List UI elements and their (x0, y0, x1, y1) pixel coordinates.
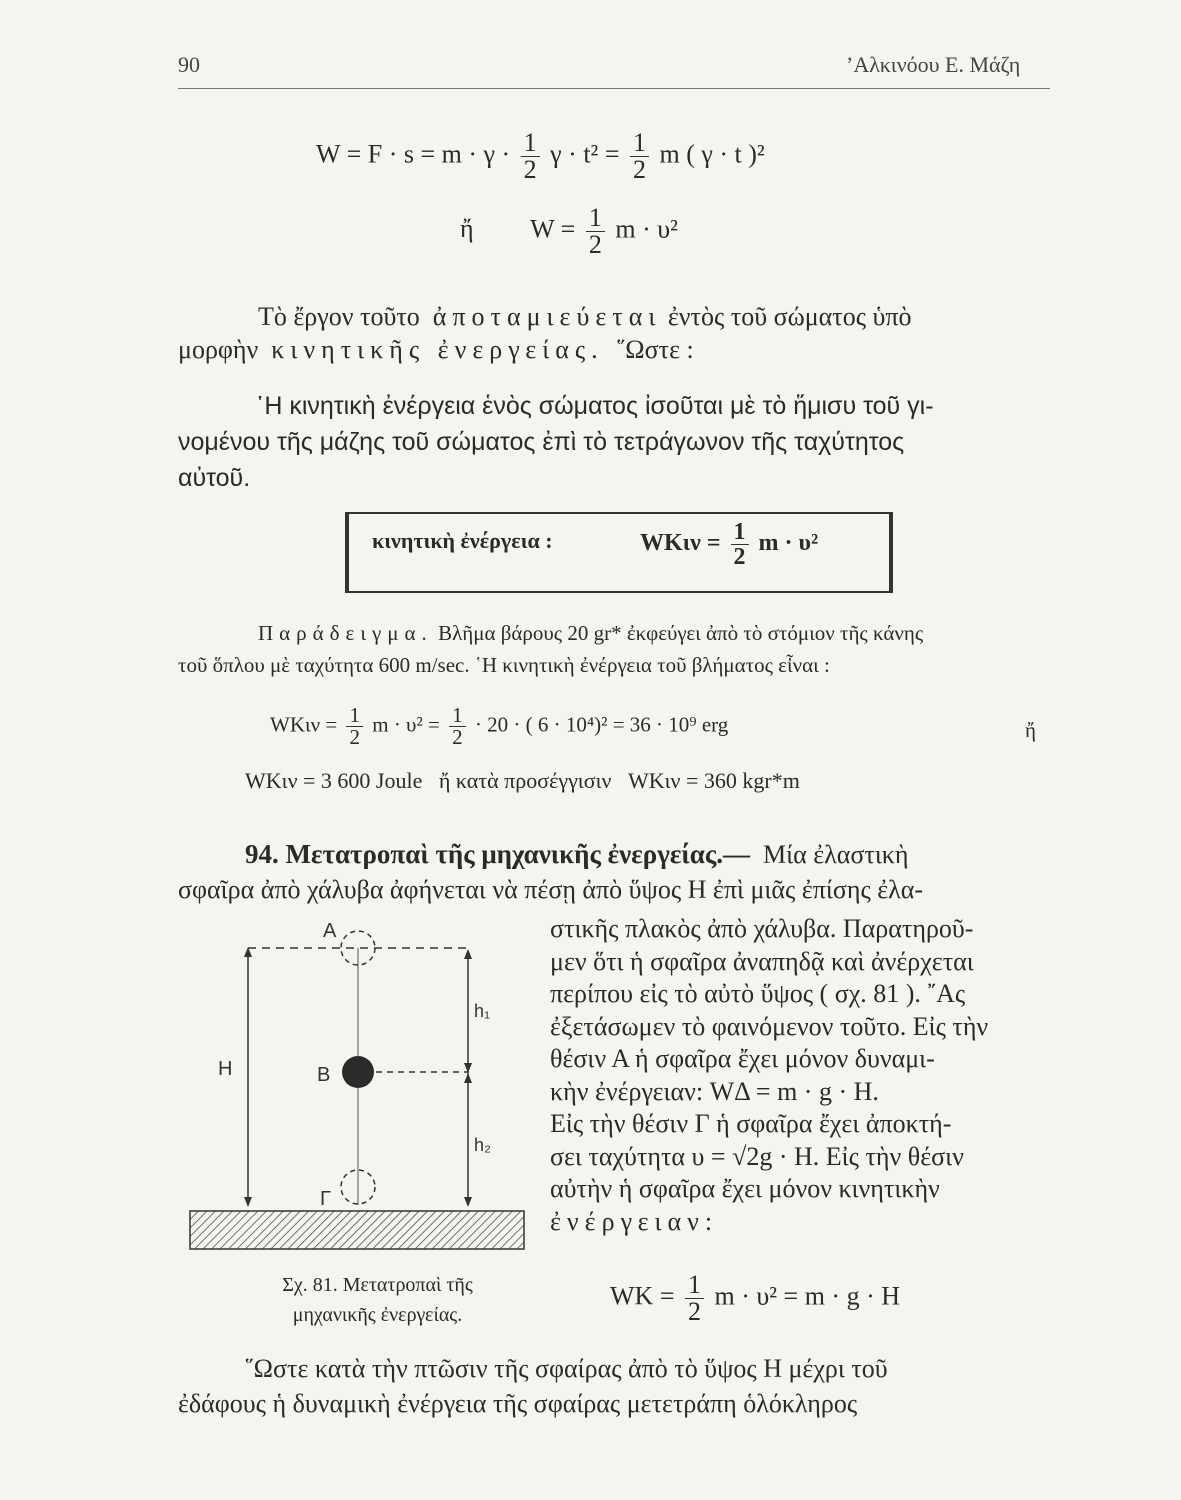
theorem-line: ῾Η κινητικὴ ἐνέργεια ἑνὸς σώματος ἰσοῦται μὲ τὸ ἥμισυ τοῦ γι- (256, 392, 934, 420)
label-h: H (218, 1058, 233, 1080)
ball-position-b (342, 1056, 374, 1088)
header-rule (178, 88, 1050, 89)
column-line: ἐνέργειαν: (550, 1206, 719, 1236)
para1-text: ῞Ωστε : (616, 335, 694, 364)
result-b: ἤ κατὰ προσέγγισιν (438, 768, 612, 793)
label-g: Γ (320, 1188, 332, 1210)
section-heading: 94. Μετατροπαὶ τῆς μηχανικῆς ἐνεργείας.— (245, 839, 750, 869)
para1-text: ἐντὸς τοῦ σώματος ὑπὸ (667, 302, 912, 331)
section-text: Μία ἐλαστικὴ (762, 840, 909, 869)
eq1-fraction (521, 130, 540, 183)
calc-rhs: · 20 · ( 6 · 10⁴)² = 36 · 10⁹ erg (474, 712, 729, 737)
eq1-frac2-num: 1 (633, 128, 647, 157)
section-column (550, 913, 1060, 1238)
example-line2: τοῦ ὅπλου μὲ ταχύτητα 600 m/sec. ῾Η κινητικὴ ἐνέργεια τοῦ βλήματος εἶναι : (178, 653, 830, 677)
boxed-frac-den: 2 (731, 544, 749, 569)
section-line2: σφαῖρα ἀπὸ χάλυβα ἀφήνεται νὰ πέσῃ ἀπὸ ὕψος Η ἐπὶ μιᾶς ἐπίσης ἐλα- (178, 875, 924, 904)
boxed-lhs: WΚιν = (640, 530, 721, 557)
wk-equation (610, 1272, 900, 1325)
eq1-frac-num: 1 (523, 128, 537, 157)
column-line: μεν ὅτι ἡ σφαῖρα ἀναπηδᾷ καὶ ἀνέρχεται (550, 946, 974, 976)
label-h2: h₂ (474, 1135, 491, 1155)
calc-frac-den: 2 (346, 726, 363, 748)
calc-fraction-2 (449, 705, 466, 748)
page-number: 90 (178, 52, 200, 77)
calc-frac2-den: 2 (449, 726, 466, 748)
result-a: WΚιν = 3 600 Joule (245, 768, 423, 793)
eq2-fraction (586, 205, 605, 258)
eq2-or: ἤ (460, 214, 474, 244)
running-head: ’Αλκινόου Ε. Μάζη (846, 52, 1021, 77)
eq1-fraction-2 (630, 130, 649, 183)
calc-frac2-num: 1 (452, 703, 463, 727)
para1-text: Τὸ ἔργον τοῦτο (258, 302, 420, 331)
calc-lhs: WΚιν = (270, 712, 338, 737)
label-b: B (317, 1064, 331, 1086)
figure-caption (245, 1270, 510, 1330)
caption-line: Σχ. 81. Μετατροπαὶ τῆς (282, 1274, 473, 1296)
para1-text: μορφὴν (178, 335, 259, 364)
theorem-line: νομένου τῆς μάζης τοῦ σώματος ἐπὶ τὸ τετράγωνον τῆς ταχύτητος (178, 428, 905, 456)
calc-mid: m · υ² = (372, 712, 440, 737)
wk-frac-den: 2 (685, 1298, 704, 1325)
theorem (178, 388, 1058, 496)
column-line: ἐξετάσωμεν τὸ φαινόμενον τοῦτο. Εἰς τὴν (550, 1011, 989, 1041)
calc-or: ἤ (1025, 718, 1036, 742)
boxed-fraction (731, 520, 749, 569)
para1-spaced: ἀποταμιεύεται (432, 302, 662, 331)
boxed-label: κινητικὴ ἐνέργεια : (372, 528, 553, 553)
paragraph-1 (258, 300, 1058, 333)
example-result (245, 768, 800, 794)
column-line: περίπου εἰς τὸ αὐτὸ ὕψος ( σχ. 81 ). ῎Ας (550, 979, 966, 1008)
wk-lhs: WΚ = (610, 1281, 675, 1311)
column-line: κὴν ἐνέργειαν: WΔ = m · g · H. (550, 1076, 879, 1106)
result-c: WΚιν = 360 kgr*m (627, 768, 800, 793)
equation-work (316, 130, 765, 183)
equation-kinetic (460, 205, 678, 258)
label-h1: h₁ (474, 1001, 491, 1021)
column-line: Εἰς τὴν θέσιν Γ ἡ σφαῖρα ἔχει ἀποκτή- (550, 1109, 952, 1138)
eq1-lhs: W = F · s = m · γ · (316, 139, 511, 169)
arrow-down-icon (244, 1197, 252, 1207)
column-line: αὐτὴν ἡ σφαῖρα ἔχει μόνον κινητικὴν (550, 1174, 940, 1203)
closing-line2: ἐδάφους ἡ δυναμικὴ ἐνέργεια τῆς σφαίρας μετετράπη ὁλόκληρος (178, 1389, 858, 1418)
theorem-line: αὐτοῦ. (178, 464, 251, 492)
steel-plate (190, 1211, 524, 1249)
caption-line: μηχανικῆς ἐνεργείας. (292, 1304, 463, 1326)
eq2-frac-num: 1 (588, 203, 602, 232)
wk-fraction (685, 1272, 704, 1325)
arrow-up-icon (464, 949, 472, 959)
label-a: A (323, 920, 337, 942)
eq1-frac2-den: 2 (630, 156, 649, 183)
column-line: στικῆς πλακὸς ἀπὸ χάλυβα. Παρατηροῦ- (550, 914, 974, 943)
figure-81 (180, 915, 530, 1260)
example-label: Παράδειγμα. (258, 621, 433, 645)
example-calc (270, 705, 728, 748)
eq1-mid: γ · t² = (550, 139, 620, 169)
eq2-rhs: m · υ² (615, 214, 678, 244)
wk-rhs: m · υ² = m · g · H (714, 1281, 901, 1311)
closing-line1: ῞Ωστε κατὰ τὴν πτῶσιν τῆς σφαίρας ἀπὸ τὸ ὕψος Η μέχρι τοῦ (245, 1354, 888, 1383)
eq1-frac-den: 2 (521, 156, 540, 183)
example-text: Βλῆμα βάρους 20 gr* ἐκφεύγει ἀπὸ τὸ στόμιον τῆς κάνης (438, 621, 924, 645)
arrow-down-icon (464, 1197, 472, 1207)
eq1-rhs: m ( γ · t )² (659, 139, 765, 169)
boxed-frac-num: 1 (733, 519, 746, 545)
calc-frac-num: 1 (349, 703, 360, 727)
eq2-frac-den: 2 (586, 231, 605, 258)
eq2-lhs: W = (530, 214, 576, 244)
calc-fraction (346, 705, 363, 748)
paragraph-1-line2 (178, 333, 1058, 366)
section-heading-line (245, 838, 1065, 871)
column-line: σει ταχύτητα υ = √2g · H. Εἰς τὴν θέσιν (550, 1141, 964, 1171)
para1-spaced: κινητικῆς ἐνεργείας. (271, 335, 604, 364)
example-line1 (258, 618, 1058, 648)
column-line: θέσιν Α ἡ σφαῖρα ἔχει μόνον δυναμι- (550, 1044, 935, 1073)
boxed-formula (640, 520, 818, 569)
arrow-up-icon (464, 1073, 472, 1083)
boxed-rhs: m · υ² (758, 530, 819, 557)
wk-frac-num: 1 (687, 1270, 701, 1299)
